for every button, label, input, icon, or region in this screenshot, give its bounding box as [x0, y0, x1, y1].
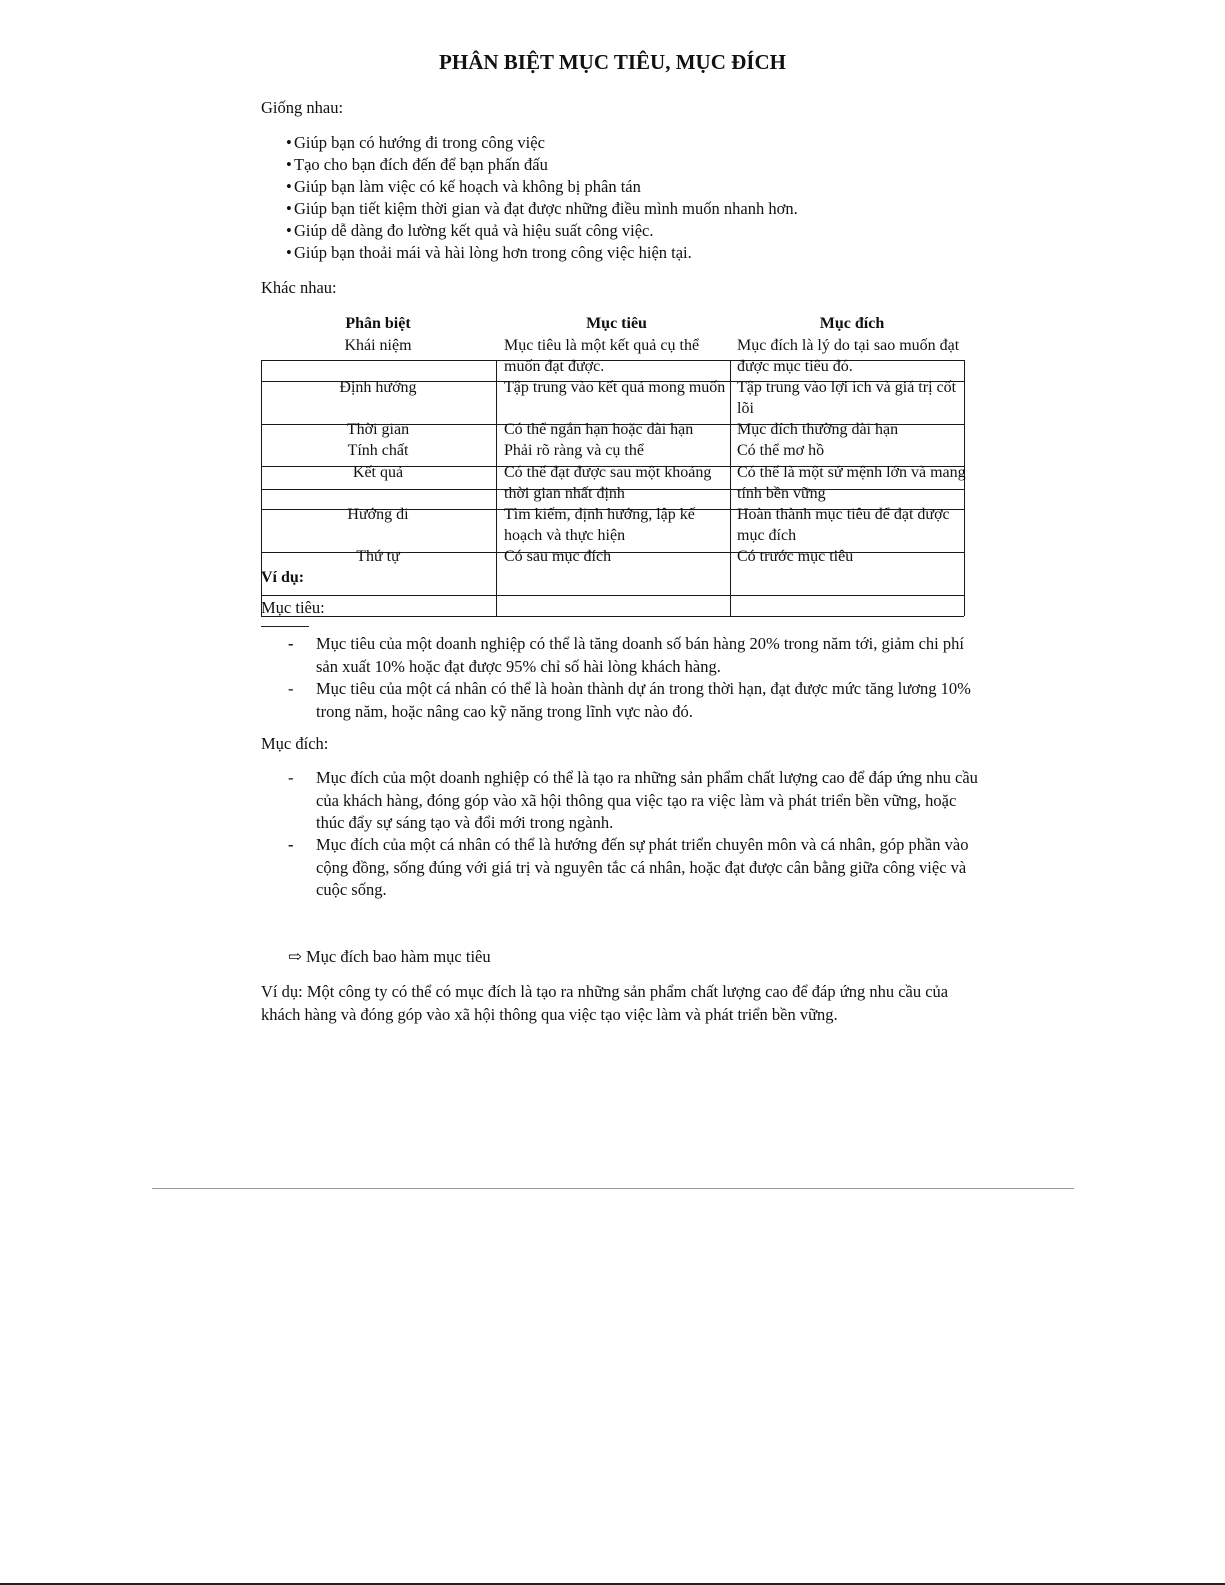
bullet-icon: • — [286, 199, 292, 218]
table-cell-label: Thứ tự — [356, 548, 400, 565]
table-cell-label: Kết quả — [352, 464, 404, 481]
list-item: - Mục tiêu của một cá nhân có thể là hoàn thành dự án trong thời hạn, đạt được mức tăng lương 10% trong năm, hoặc nâng cao kỹ năng trong lĩnh vực nào đó. — [288, 679, 971, 721]
table-header: Phân biệt — [345, 315, 411, 332]
table-cell-goal: Có thể ngắn hạn hoặc dài hạn — [504, 421, 694, 438]
bullet-icon: • — [286, 133, 292, 152]
table-cell-purpose: Có thể là một sứ mệnh lớn và mang tính bền vững — [737, 464, 966, 502]
conclusion-line — [288, 947, 491, 967]
list-item: - Mục đích của một cá nhân có thể là hướng đến sự phát triển chuyên môn và cá nhân, góp phần vào cộng đồng, sống đúng với giá trị và nguyên tắc cá nhân, hoặc đạt được cân bằng giữa công việc và cuộc sống. — [288, 835, 969, 899]
table-cell-goal: Có thể đạt được sau một khoảng thời gian nhất định — [504, 464, 712, 502]
table-cell-purpose: Có thể mơ hồ — [737, 442, 825, 459]
dash-icon: - — [288, 768, 294, 787]
bullet-icon: • — [286, 155, 292, 174]
page-title: PHÂN BIỆT MỤC TIÊU, MỤC ĐÍCH — [439, 50, 786, 74]
example-heading: Ví dụ: — [261, 569, 305, 586]
table-cell-purpose: Mục đích thường dài hạn — [737, 421, 899, 438]
page-divider — [152, 1188, 1074, 1189]
purpose-heading: Mục đích: — [261, 734, 329, 753]
bullet-icon: • — [286, 243, 292, 262]
table-cell-label: Tính chất — [347, 442, 409, 459]
bullet-icon: • — [286, 221, 292, 240]
dash-icon: - — [288, 634, 294, 653]
list-item: - Mục tiêu của một doanh nghiệp có thể là tăng doanh số bán hàng 20% trong năm tới, giảm chi phí sản xuất 10% hoặc đạt được 95% chỉ số hài lòng khách hàng. — [288, 634, 964, 676]
goal-heading: Mục tiêu: — [261, 598, 309, 627]
table-header: Mục đích — [819, 315, 885, 332]
table-cell-label: Khái niệm — [344, 337, 412, 354]
table-cell-goal: Mục tiêu là một kết quả cụ thể muốn đạt được. — [504, 337, 700, 375]
table-cell-goal: Tìm kiếm, định hướng, lập kế hoạch và thực hiện — [504, 506, 695, 544]
table-cell-goal: Phải rõ ràng và cụ thể — [504, 442, 644, 459]
table-cell-label: Thời gian — [346, 421, 410, 438]
table-cell-purpose: Tập trung vào lợi ích và giá trị cốt lõi — [737, 379, 957, 417]
table-cell-purpose: Mục đích là lý do tại sao muốn đạt được mục tiêu đó. — [737, 337, 960, 375]
table-header: Mục tiêu — [586, 315, 647, 332]
table-cell-label: Định hướng — [339, 379, 417, 396]
conclusion-text: Mục đích bao hàm mục tiêu — [305, 947, 491, 966]
table-rule — [496, 360, 497, 616]
list-item: - Mục đích của một doanh nghiệp có thể là tạo ra những sản phẩm chất lượng cao để đáp ứng nhu cầu của khách hàng, đóng góp vào xã hội thông qua việc tạo ra việc làm và phát triển bền vững, hoặc thúc đẩy sự sáng tạo và đổi mới trong ngành. — [288, 768, 978, 832]
dash-icon: - — [288, 835, 294, 854]
table-cell-goal: Tập trung vào kết quả mong muốn — [504, 379, 726, 396]
list-item: • Giúp bạn thoải mái và hài lòng hơn trong công việc hiện tại. — [286, 243, 692, 262]
list-item: • Tạo cho bạn đích đến để bạn phấn đấu — [286, 155, 548, 174]
table-cell-label: Hướng đi — [347, 506, 409, 523]
table-cell-purpose: Có trước mục tiêu — [737, 548, 854, 565]
table-cell-purpose: Hoàn thành mục tiêu để đạt được mục đích — [737, 506, 950, 544]
bullet-icon: • — [286, 177, 292, 196]
table-rule — [730, 360, 731, 616]
table-rule — [261, 616, 964, 617]
final-example: Ví dụ: Một công ty có thể có mục đích là tạo ra những sản phẩm chất lượng cao để đáp ứng nhu cầu của khách hàng và đóng góp vào xã hội thông qua việc tạo việc làm và phát triển bền vững. — [261, 982, 949, 1024]
list-item: • Giúp bạn có hướng đi trong công việc — [286, 133, 545, 152]
different-heading: Khác nhau: — [261, 278, 337, 297]
similar-heading: Giống nhau: — [261, 98, 344, 117]
right-arrow-icon: ⇨ — [288, 947, 302, 966]
list-item: • Giúp bạn làm việc có kế hoạch và không bị phân tán — [286, 177, 641, 196]
dash-icon: - — [288, 679, 294, 698]
table-cell-goal: Có sau mục đích — [504, 548, 612, 565]
list-item: • Giúp bạn tiết kiệm thời gian và đạt được những điều mình muốn nhanh hơn. — [286, 199, 798, 218]
table-rule — [261, 595, 964, 596]
list-item: • Giúp dễ dàng đo lường kết quả và hiệu suất công việc. — [286, 221, 654, 240]
